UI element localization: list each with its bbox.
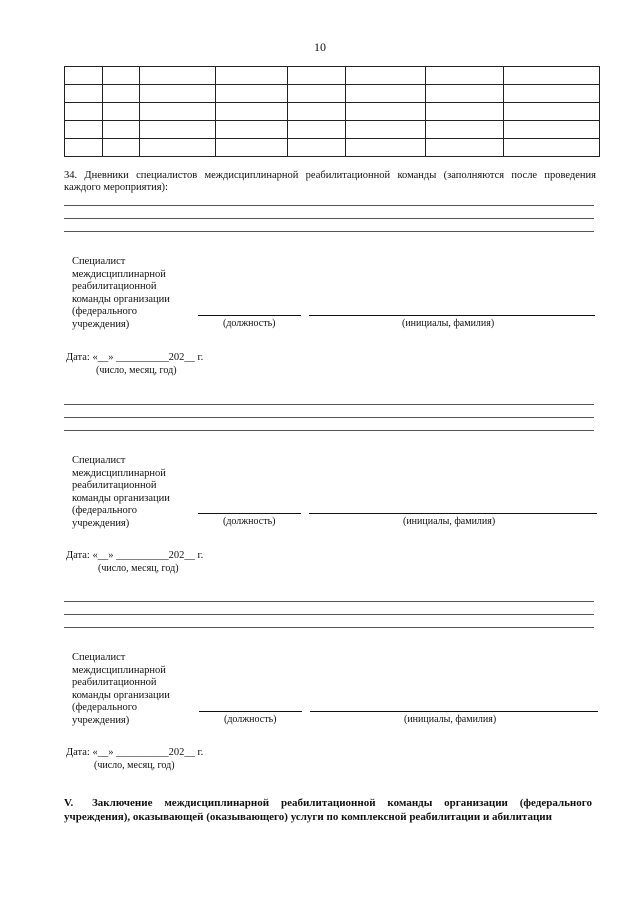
item-34-diaries: 34. Дневники специалистов междисциплинарной реабилитационной команды (заполняются после проведения каждого мероприятия): [64,170,596,193]
table-cell [504,139,600,157]
position-signature-line [198,513,301,514]
table-cell [346,67,426,85]
table-cell [504,85,600,103]
date-field: Дата: «__» __________202__ г. [66,352,204,363]
specialist-label: Специалист междисциплинарной реабилитационной команды организации (федерального учреждения) [72,455,170,529]
table-cell [346,139,426,157]
table-cell [65,67,103,85]
diary-line [64,601,594,602]
table-row [65,85,600,103]
date-caption: (число, месяц, год) [96,365,177,376]
name-signature-line [310,711,598,712]
table-cell [140,103,216,121]
position-caption: (должность) [224,714,277,725]
table-cell [140,67,216,85]
name-signature-line [309,315,595,316]
table-cell [140,85,216,103]
table-cell [65,121,103,139]
table-cell [504,67,600,85]
position-signature-line [198,315,301,316]
table-cell [216,139,288,157]
table-cell [216,67,288,85]
table-cell [288,67,346,85]
table-cell [140,121,216,139]
diary-line [64,614,594,615]
table-cell [103,103,140,121]
diary-line [64,627,594,628]
position-signature-line [199,711,302,712]
table-cell [65,85,103,103]
diary-line [64,205,594,206]
table-cell [65,139,103,157]
table-cell [103,85,140,103]
table-cell [426,139,504,157]
table-cell [346,103,426,121]
diary-line [64,231,594,232]
diary-line [64,430,594,431]
name-caption: (инициалы, фамилия) [402,318,495,329]
specialist-label: Специалист междисциплинарной реабилитационной команды организации (федерального учреждения) [72,256,170,330]
table-cell [103,121,140,139]
page-number: 10 [314,40,326,54]
table-cell [288,85,346,103]
table-cell [288,139,346,157]
section-number: V. [64,797,74,809]
table-cell [288,121,346,139]
section-v-heading [64,796,592,824]
table-row [65,103,600,121]
date-field: Дата: «__» __________202__ г. [66,747,204,758]
position-caption: (должность) [223,318,276,329]
table-cell [140,139,216,157]
table-row [65,121,600,139]
position-caption: (должность) [223,516,276,527]
name-caption: (инициалы, фамилия) [404,714,497,725]
table-cell [288,103,346,121]
table-row [65,139,600,157]
table-cell [504,103,600,121]
table-cell [65,103,103,121]
diary-line [64,218,594,219]
date-field: Дата: «__» __________202__ г. [66,550,204,561]
table-cell [216,103,288,121]
date-caption: (число, месяц, год) [94,760,175,771]
table-cell [346,121,426,139]
table-cell [426,85,504,103]
table-cell [426,103,504,121]
name-caption: (инициалы, фамилия) [403,516,496,527]
date-caption: (число, месяц, год) [98,563,179,574]
table-cell [103,67,140,85]
table-row [65,67,600,85]
section-title: Заключение междисциплинарной реабилитационной команды организации (федерального учреждения), оказывающей (оказывающего) услуги по комплексной реабилитации и абилитации [64,797,592,823]
table-cell [216,121,288,139]
table-cell [103,139,140,157]
table-cell [346,85,426,103]
blank-table [64,66,600,157]
table-cell [216,85,288,103]
table-cell [426,67,504,85]
diary-line [64,404,594,405]
table-cell [426,121,504,139]
specialist-label: Специалист междисциплинарной реабилитационной команды организации (федерального учреждения) [72,652,170,726]
table-cell [504,121,600,139]
name-signature-line [309,513,597,514]
diary-line [64,417,594,418]
